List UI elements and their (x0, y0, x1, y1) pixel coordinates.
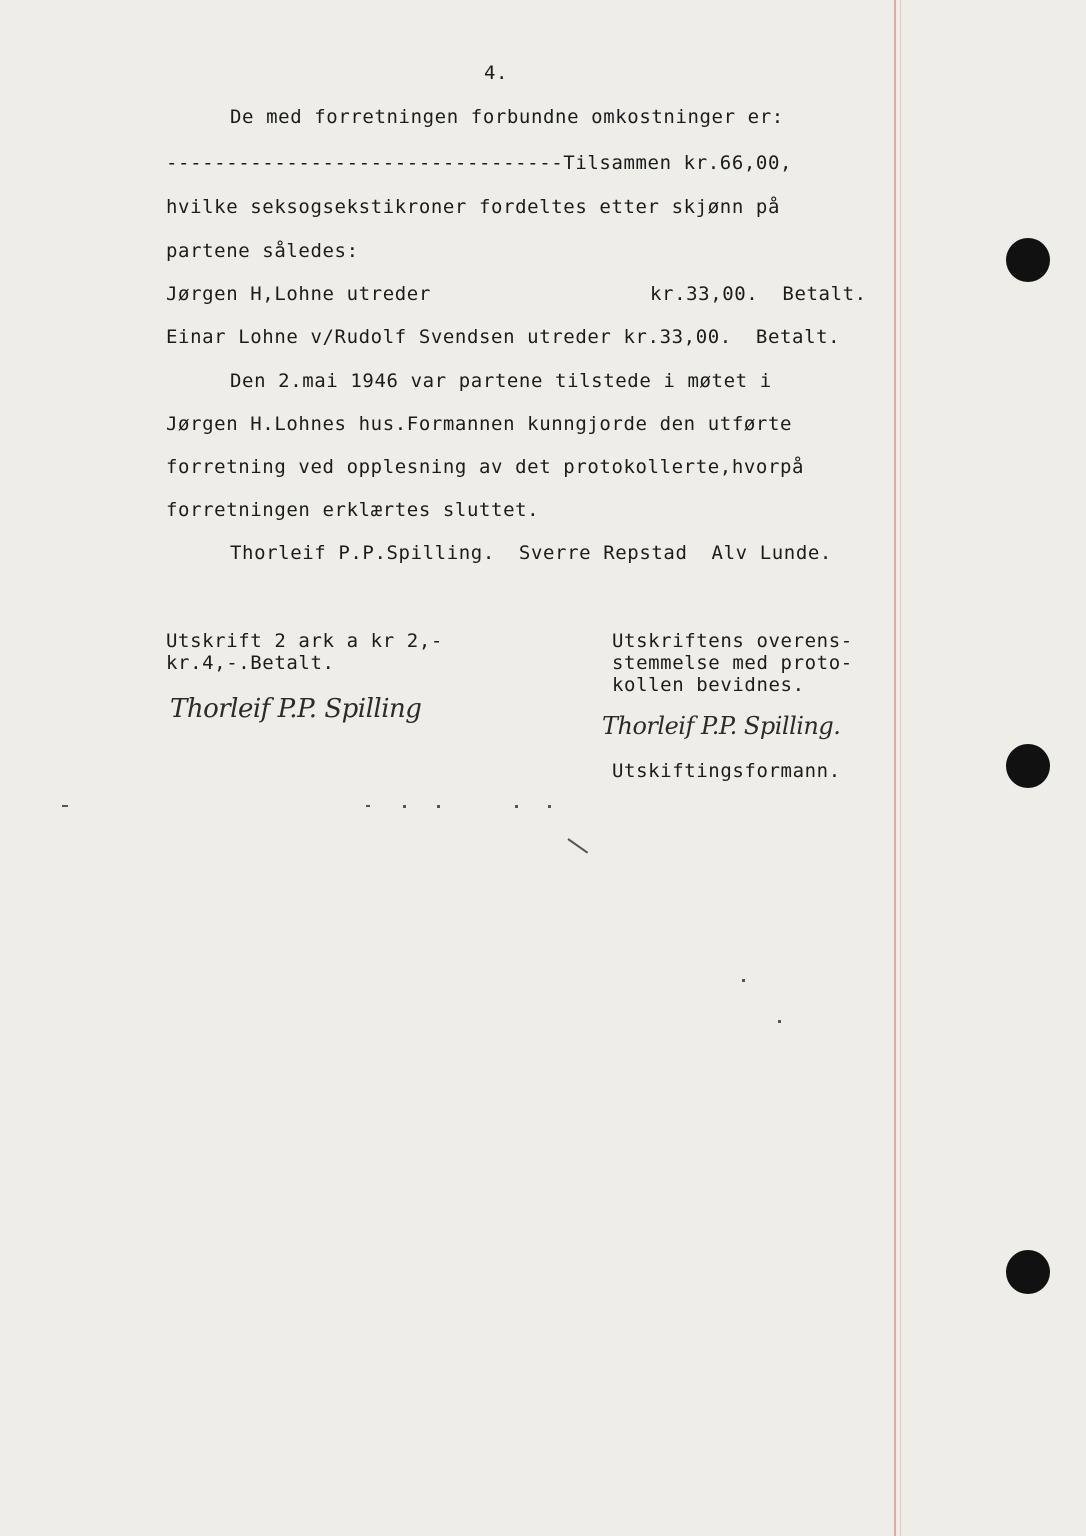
text-line-4: partene således: (166, 240, 359, 262)
right-note-line-1: Utskriftens overens- (612, 630, 853, 652)
text-line-5: Jørgen H,Lohne utreder (166, 283, 431, 305)
punch-hole-bottom (1006, 1250, 1050, 1294)
speck (515, 805, 518, 808)
text-line-9: forretning ved opplesning av det protokollerte,hvorpå (166, 456, 805, 478)
text-line-6: Einar Lohne v/Rudolf Svendsen utreder kr.33,00. Betalt. (166, 326, 841, 348)
right-note-line-3: kollen bevidnes. (612, 674, 805, 696)
speck (567, 838, 588, 853)
text-line-2: ---------------------------------Tilsammen kr.66,00, (166, 152, 793, 174)
left-note-line-1: Utskrift 2 ark a kr 2,- (166, 630, 443, 652)
text-line-8: Jørgen H.Lohnes hus.Formannen kunngjorde den utførte (166, 413, 793, 435)
right-note-line-2: stemmelse med proto- (612, 652, 853, 674)
punch-hole-top (1006, 238, 1050, 282)
speck (62, 805, 68, 807)
red-margin-line (894, 0, 896, 1536)
text-line-11: Thorleif P.P.Spilling. Sverre Repstad Alv Lunde. (230, 542, 832, 564)
speck (778, 1020, 781, 1023)
signature-left: Thorleif P.P. Spilling (170, 694, 422, 724)
punch-hole-middle (1006, 744, 1050, 788)
signature-right: Thorleif P.P. Spilling. (602, 712, 841, 740)
page-number: 4. (484, 62, 509, 84)
left-note-line-2: kr.4,-.Betalt. (166, 652, 335, 674)
text-line-1: De med forretningen forbundne omkostninger er: (230, 106, 784, 128)
right-title: Utskiftingsformann. (612, 760, 841, 782)
speck (437, 805, 440, 808)
text-line-5-amount: kr.33,00. Betalt. (650, 283, 867, 305)
text-line-7: Den 2.mai 1946 var partene tilstede i møtet i (230, 370, 772, 392)
speck (366, 805, 370, 807)
speck (742, 979, 745, 982)
text-line-10: forretningen erklærtes sluttet. (166, 499, 540, 521)
text-line-3: hvilke seksogsekstikroner fordeltes etter skjønn på (166, 196, 780, 218)
red-margin-line-secondary (900, 0, 901, 1536)
speck (403, 805, 406, 808)
speck (548, 805, 551, 808)
